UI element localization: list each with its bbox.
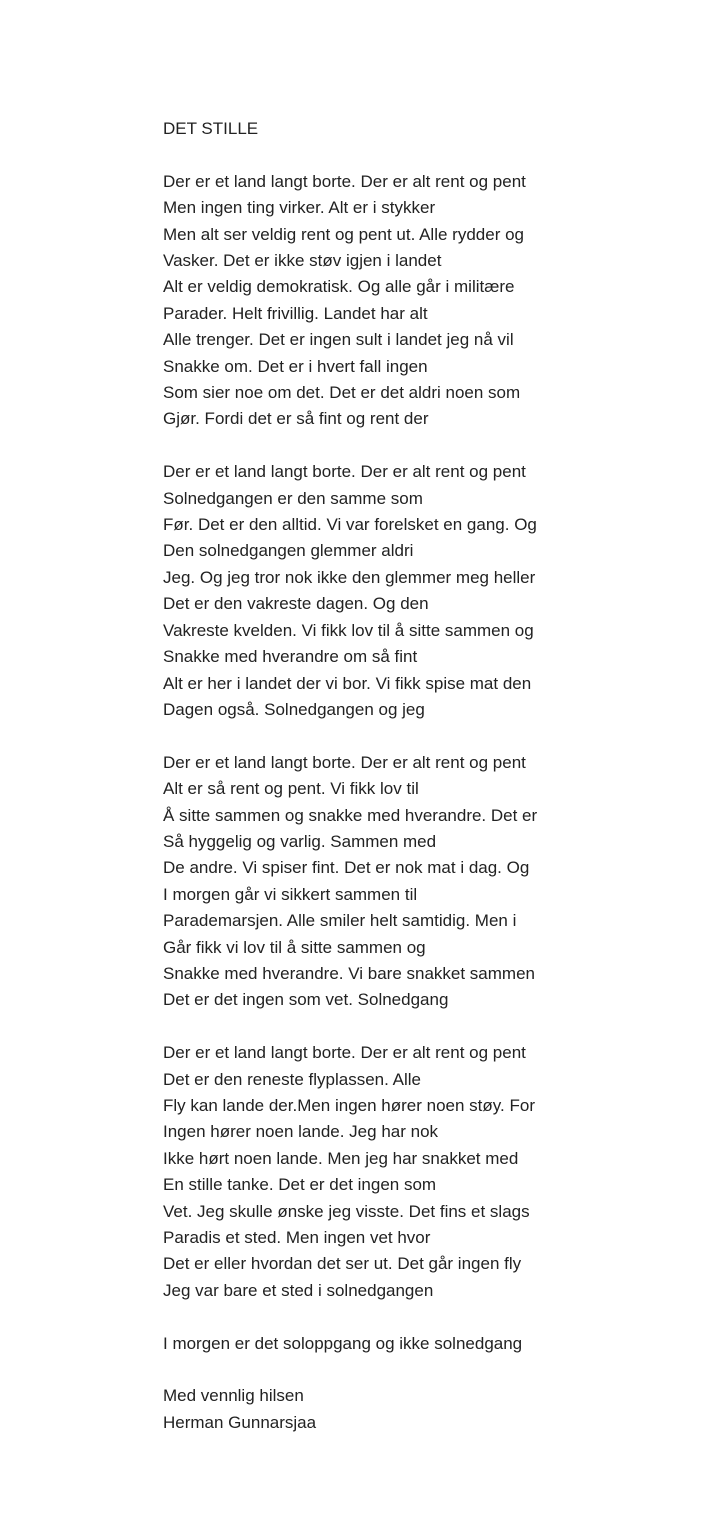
poem-line: Går fikk vi lov til å sitte sammen og <box>163 937 426 957</box>
poem-line: De andre. Vi spiser fint. Det er nok mat i dag. Og <box>163 858 530 878</box>
poem-line: Men alt ser veldig rent og pent ut. Alle rydder og <box>163 224 524 244</box>
poem-line: Snakke med hverandre om så fint <box>163 647 418 667</box>
poem-line: Vasker. Det er ikke støv igjen i landet <box>163 251 442 271</box>
poem-line: Alt er her i landet der vi bor. Vi fikk spise mat den <box>163 673 532 693</box>
poem-line: Alt er så rent og pent. Vi fikk lov til <box>163 779 419 799</box>
poem-line: Det er den vakreste dagen. Og den <box>163 594 429 614</box>
poem-line: Der er et land langt borte. Der er alt rent og pent <box>163 462 526 482</box>
poem-line: I morgen går vi sikkert sammen til <box>163 884 418 904</box>
signoff-author: Herman Gunnarsjaa <box>163 1412 317 1432</box>
poem-line: Før. Det er den alltid. Vi var forelsket en gang. Og <box>163 515 537 535</box>
poem-title: DET STILLE <box>163 119 259 138</box>
poem-line: Snakke om. Det er i hvert fall ingen <box>163 356 428 376</box>
poem-line: Som sier noe om det. Det er det aldri noen som <box>163 383 521 403</box>
poem-line: Den solnedgangen glemmer aldri <box>163 541 414 561</box>
poem-line: Så hyggelig og varlig. Sammen med <box>163 831 437 851</box>
poem-closing-stanza <box>163 1331 623 1357</box>
poem-line: Dagen også. Solnedgangen og jeg <box>163 699 425 719</box>
poem-line: Snakke med hverandre. Vi bare snakket sammen <box>163 963 535 983</box>
poem-line: Å sitte sammen og snakke med hverandre. Det er <box>163 805 538 825</box>
poem-line: Solnedgangen er den samme som <box>163 488 423 508</box>
poem-line: Ikke hørt noen lande. Men jeg har snakket med <box>163 1148 519 1168</box>
poem-stanza <box>163 1040 623 1304</box>
poem-line: Gjør. Fordi det er så fint og rent der <box>163 409 429 429</box>
poem-content <box>163 116 623 1463</box>
poem-line: Alt er veldig demokratisk. Og alle går i militære <box>163 277 515 297</box>
poem-line: Vet. Jeg skulle ønske jeg visste. Det fins et slags <box>163 1201 530 1221</box>
poem-line: Parademarsjen. Alle smiler helt samtidig. Men i <box>163 911 517 931</box>
poem-line: Det er det ingen som vet. Solnedgang <box>163 990 449 1010</box>
poem-line: Der er et land langt borte. Der er alt rent og pent <box>163 1043 526 1063</box>
poem-line: En stille tanke. Det er det ingen som <box>163 1175 437 1195</box>
poem-line: Det er den reneste flyplassen. Alle <box>163 1069 421 1089</box>
poem-stanza <box>163 169 623 433</box>
poem-stanza <box>163 750 623 1014</box>
poem-line: Alle trenger. Det er ingen sult i landet jeg nå vil <box>163 330 514 350</box>
signoff-greeting: Med vennlig hilsen <box>163 1386 304 1406</box>
poem-closing-line: I morgen er det soloppgang og ikke solnedgang <box>163 1333 523 1353</box>
poem-line: Parader. Helt frivillig. Landet har alt <box>163 303 428 323</box>
poem-line: Paradis et sted. Men ingen vet hvor <box>163 1228 431 1247</box>
poem-line: Jeg var bare et sted i solnedgangen <box>163 1280 434 1300</box>
poem-line: Der er et land langt borte. Der er alt rent og pent <box>163 752 526 772</box>
poem-line: Jeg. Og jeg tror nok ikke den glemmer meg heller <box>163 567 536 587</box>
poem-stanzas <box>163 169 623 1304</box>
poem-line: Det er eller hvordan det ser ut. Det går ingen fly <box>163 1254 522 1274</box>
poem-line: Vakreste kvelden. Vi fikk lov til å sitte sammen og <box>163 620 534 640</box>
poem-signoff <box>163 1383 623 1436</box>
poem-line: Der er et land langt borte. Der er alt rent og pent <box>163 171 526 191</box>
poem-line: Men ingen ting virker. Alt er i stykker <box>163 198 436 218</box>
poem-line: Fly kan lande der.Men ingen hører noen støy. For <box>163 1095 535 1115</box>
poem-line: Ingen hører noen lande. Jeg har nok <box>163 1122 439 1142</box>
poem-stanza <box>163 459 623 723</box>
